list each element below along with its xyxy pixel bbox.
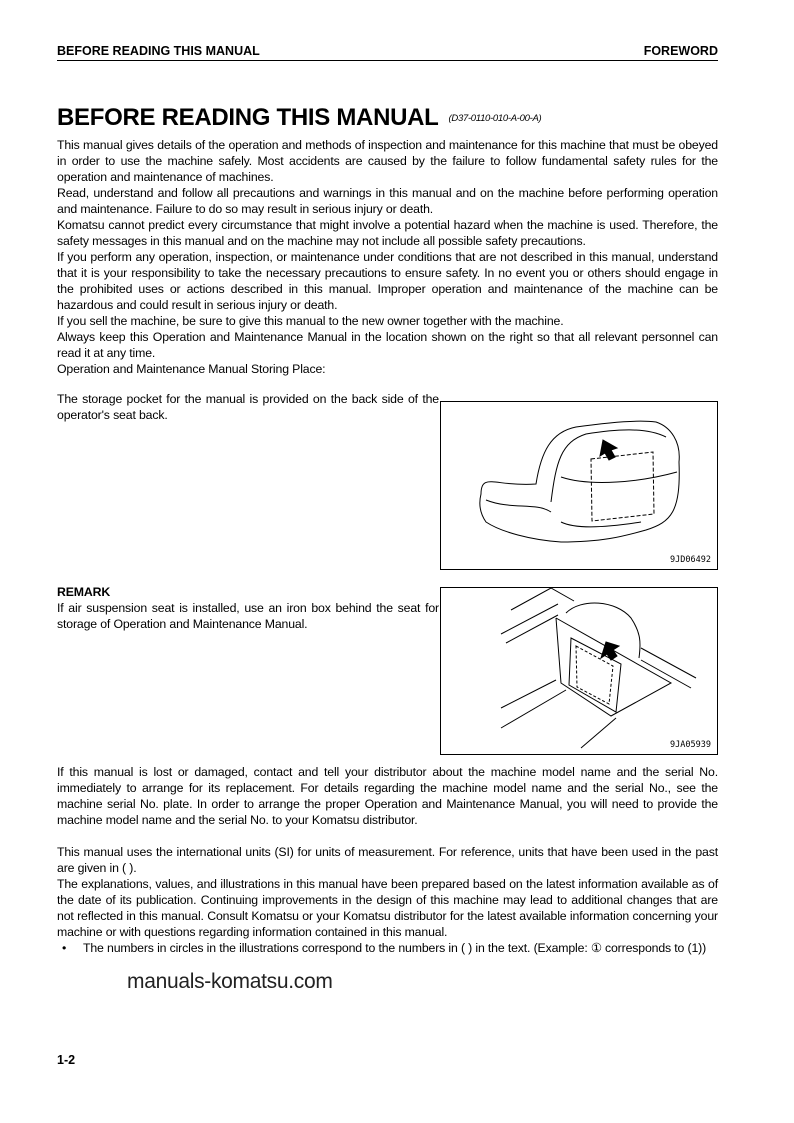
units-text xyxy=(57,844,718,956)
paragraph: This manual gives details of the operation and methods of inspection and maintenance for this machine that must be obeyed in order to use the machine safely. Most accidents are caused by the failure to follow fundamental safety rules for the operation and maintenance of machines. xyxy=(57,138,718,184)
iron-box-figure xyxy=(440,587,718,755)
bullet-item xyxy=(57,940,718,956)
watermark: manuals-komatsu.com xyxy=(127,970,333,993)
paragraph: Read, understand and follow all precautions and warnings in this manual and on the machine before performing operation and maintenance. Failure to do so may result in serious injury or death. xyxy=(57,186,718,216)
remark-heading: REMARK xyxy=(57,585,111,599)
header-rule xyxy=(57,60,718,61)
paragraph: Operation and Maintenance Manual Storing Place: xyxy=(57,362,326,376)
remark-text: If air suspension seat is installed, use an iron box behind the seat for storage of Operation and Maintenance Manual. xyxy=(57,601,439,631)
figure-id: 9JD06492 xyxy=(670,555,711,565)
paragraph: Komatsu cannot predict every circumstance that might involve a potential hazard when the machine is used. Therefore, the safety messages in this manual and on the machine may not include all possible safety precautions. xyxy=(57,218,718,248)
title-code: (D37-0110-010-A-00-A) xyxy=(448,113,542,124)
page-number: 1-2 xyxy=(57,1053,76,1067)
header-section-title: BEFORE READING THIS MANUAL xyxy=(57,44,260,58)
bullet-text: The numbers in circles in the illustrations correspond to the numbers in ( ) in the text. (Example: ① corresponds to (1)) xyxy=(83,941,707,955)
paragraph: If you sell the machine, be sure to give this manual to the new owner together with the machine. xyxy=(57,314,564,328)
storage-text: The storage pocket for the manual is provided on the back side of the operator's seat back. xyxy=(57,392,439,422)
bullet-mark: • xyxy=(62,941,67,955)
intro-text xyxy=(57,137,718,377)
remark-row xyxy=(57,584,718,755)
page-title xyxy=(57,104,541,132)
paragraph: This manual uses the international units (SI) for units of measurement. For reference, units that have been used in the past are given in ( ). xyxy=(57,845,718,875)
paragraph: The explanations, values, and illustrations in this manual have been prepared based on the latest information available as of the date of its publication. Continuing improvements in the design of this machine may lead to additional changes that are not reflected in this manual. Consult Komatsu or your Komatsu distributor for the latest available information concerning your machine or with questions regarding information contained in this manual. xyxy=(57,877,718,939)
iron-box-illustration xyxy=(441,588,717,754)
paragraph: Always keep this Operation and Maintenance Manual in the location shown on the right so that all relevant personnel can read it at any time. xyxy=(57,330,718,360)
header-chapter: FOREWORD xyxy=(643,44,718,58)
seat-illustration xyxy=(441,402,717,569)
storage-row xyxy=(57,391,718,570)
remark-block xyxy=(57,584,439,632)
title-text: BEFORE READING THIS MANUAL xyxy=(57,104,439,131)
seat-storage-figure xyxy=(440,401,718,570)
paragraph: If you perform any operation, inspection, or maintenance under conditions that are not described in this manual, understand that it is your responsibility to take the necessary precautions to ensure safety. In no event you or others should engage in the prohibited uses or actions described in this manual. Improper operation and maintenance of the machine can be hazardous and could result in serious injury or death. xyxy=(57,250,718,312)
lost-manual-text: If this manual is lost or damaged, contact and tell your distributor about the machine model name and the serial No. immediately to arrange for its replacement. For details regarding the machine model name and the serial No., see the machine serial No. plate. In order to arrange the proper Operation and Maintenance Manual, you will need to provide the machine model name and the serial No. to your Komatsu distributor. xyxy=(57,765,718,827)
figure-id: 9JA05939 xyxy=(670,740,711,750)
page-body xyxy=(57,137,718,994)
